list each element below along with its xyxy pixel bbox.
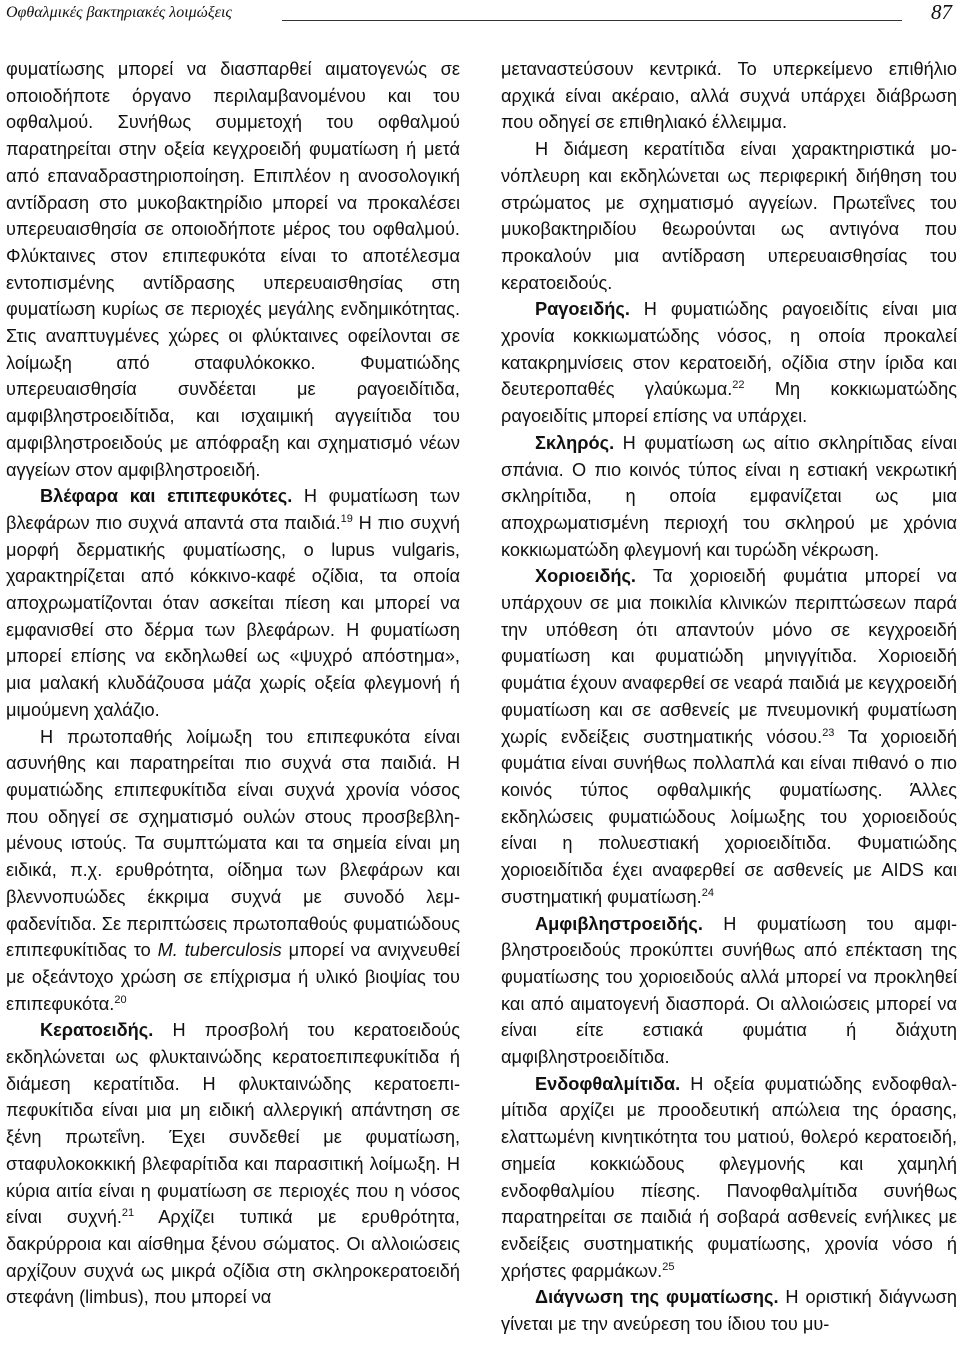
section-heading: Κερατοειδής. bbox=[40, 1020, 154, 1041]
page-number: 87 bbox=[931, 0, 952, 24]
paragraph: Χοριοειδής. Τα χοριοειδή φυμάτια μπορεί να υπάρχουν σε μια ποικιλία κλινικών περιπτώσεων παρά την υπόθεση ότι απαντούν μόνο σε κεγχροειδή φυματίωση και φυματιώδη μηνιγγίτιδα. Χοριοειδή φυμάτια έχουν αναφερθεί σε νεαρά παιδιά με κεγχροειδή φυματίωση και σε ασθενείς με πνευμονική φυματίωση χωρίς ενδείξεις συστηματικής νόσου.$^{23}$ Τα χοριοειδή φυμάτια είναι συνήθως πολλαπλά και είναι πιθανό ο πιο κοινός τύπος οφθαλμικής φυματίωσης. Άλλες εκδηλώσεις φυματιώδους λοίμωξης του χοριοειδούς είναι η πολυεστιακή χοριοειδίτιδα. Φυματιώδης χοριοειδίτιδα έχει αναφερθεί σε ασθενείς με AIDS και συστηματική φυματίωση.$^{24}$ bbox=[501, 566, 957, 907]
header-rule bbox=[282, 20, 902, 21]
paragraph: Ενδοφθαλμίτιδα. Η οξεία φυματιώδης ενδοφθαλμίτιδα αρχίζει με προοδευτική απώλεια της όρασης, ελαττωμένη κινητικότητα του ματιού, θολερό κερατοειδή, σημεία κοκκιώδους φλεγμονής και χαμηλή ενδοφθαλμίου πίεσης. Πανοφθαλμίτιδα συνήθως παρατηρείται σε παιδιά ή σοβαρά ασθενείς ενήλικες με ενδείξεις συστηματικής φυματίωσης, χρονία νόσο ή χρήστες φαρμάκων.$^{25}$ bbox=[501, 1073, 957, 1281]
reference-number: 25 bbox=[662, 1260, 675, 1273]
section-heading: Διάγνωση της φυματίωσης. bbox=[535, 1287, 779, 1308]
species-name: M. tuberculosis bbox=[157, 940, 282, 961]
section-heading: Αμφιβληστροειδής. bbox=[535, 913, 703, 934]
running-title: Οφθαλμικές βακτηριακές λοιμώξεις bbox=[6, 4, 232, 21]
paragraph: μεταναστεύσουν κεντρικά. Το υπερκείμενο επιθήλιο αρχικά είναι ακέραιο, αλλά συχνά υπάρχει διάβρωση που οδηγεί σε επιθηλιακό έλλειμμα. bbox=[501, 59, 957, 133]
paragraph: Αμφιβληστροειδής. Η φυματίωση του αμφιβληστροειδούς προκύπτει συνήθως από επέκταση της φυματίωσης του χοριοειδούς αλλά μπορεί να προκληθεί και από αιματογενή διασπορά. Οι αλλοιώσεις μπορεί να είναι είτε εστιακά φυμάτια ή διάχυτη αμφιβληστροειδίτιδα. bbox=[501, 913, 957, 1068]
reference-number: 22 bbox=[732, 379, 745, 392]
section-heading: Βλέφαρα και επιπεφυκότες. bbox=[40, 486, 293, 507]
page-header bbox=[6, 0, 956, 28]
paragraph: Κερατοειδής. Η προσβολή του κερατοειδούς εκδηλώνεται ως φλυκταινώδης κερατοεπιπεφυκίτιδα ή διάμεση κερατίτιδα. Η φλυκταινώδης κερατοεπιπεφυκίτιδα είναι μια μη ειδική αλλεργική απάντηση σε ξένη πρωτεΐνη. Έχει συνδεθεί με φυματίωση, σταφυλοκοκκική βλεφαρίτιδα και παρασιτική λοίμωξη. Η κύρια αιτία είναι η φυματίωση σε περιοχές που η νόσος είναι συχνή.$^{21}$ Αρχίζει τυπικά με ερυθρότητα, δακρύρροια και αίσθημα ξένου σώματος. Οι αλλοιώσεις αρχίζουν συχνά ως μικρά οζίδια στη σκληροκερατοειδή στεφάνη (limbus), που μπορεί να bbox=[6, 1020, 460, 1308]
section-heading: Χοριοειδής. bbox=[535, 566, 636, 587]
section-heading: Ενδοφθαλμίτιδα. bbox=[535, 1073, 681, 1094]
reference-number: 24 bbox=[701, 886, 714, 899]
paragraph: φυματίωσης μπορεί να διασπαρθεί αιματογενώς σε οποιοδήποτε όργανο περιλαμβανομένου και του οφθαλμού. Συνήθως συμμετοχή του οφθαλμού παρατηρείται στην οξεία κεγχροειδή φυματίωση ή μετά από επαναδραστηριοποίηση. Επιπλέον η ανοσολογική αντίδραση στο μυκοβακτηρίδιο μπορεί να προκαλέσει υπερευαισθησία σε οποιοδήποτε μέρος του οφθαλμού. Φλύκταινες στον επιπεφυκότα είναι το αποτέλεσμα εντοπισμένης αντίδρασης υπερευαισθησίας στη φυματίωση κυρίως σε περιοχές μεγάλης ενδημικότητας. Στις αναπτυγμένες χώρες οι φλύκταινες οφείλονται σε λοίμωξη από σταφυλόκοκκο. Φυματιώδης υπερευαισθησία συνδέεται με ραγοειδίτιδα, αμφιβληστροειδίτιδα, και ισχαιμική αγγειίτιδα του αμφιβληστροειδούς με απόφραξη και σχηματισμό νέων αγγείων στον αμφιβληστροειδή. bbox=[6, 59, 460, 480]
paragraph: Η πρωτοπαθής λοίμωξη του επιπεφυκότα είναι ασυνήθης και παρατηρείται πιο συχνά στα παιδιά. Η φυματιώδης επιπεφυκίτιδα είναι συχνά χρονία νόσος που οδηγεί σε σχηματισμό ουλών στους προσβεβλημένους ιστούς. Τα συμπτώματα και τα σημεία είναι μη ειδικά, π.χ. ερυθρότητα, οίδημα των βλεφάρων και βλεννοπυώδες έκκριμα συχνά με συνοδό λεμφαδενίτιδα. Σε περιπτώσεις πρωτοπαθούς φυματιώδους επιπεφυκίτιδας το M. tuberculosis μπορεί να ανιχνευθεί με οξεάντοχο χρώση σε επίχρισμα ή υλικό βιοψίας του επιπεφυκότα.$^{20}$ bbox=[6, 726, 460, 1014]
reference-number: 23 bbox=[822, 726, 835, 739]
section-heading: Ραγοειδής. bbox=[535, 299, 630, 320]
reference-number: 20 bbox=[114, 993, 127, 1006]
right-column bbox=[501, 56, 957, 1338]
section-heading: Σκληρός. bbox=[535, 432, 615, 453]
reference-number: 19 bbox=[340, 512, 353, 525]
paragraph: Διάγνωση της φυματίωσης. Η οριστική διάγνωση γίνεται με την ανεύρεση του ίδιου του μυ- bbox=[501, 1287, 957, 1335]
left-column bbox=[6, 56, 460, 1311]
paragraph: Ραγοειδής. Η φυματιώδης ραγοειδίτις είναι μια χρονία κοκκιωματώδης νόσος, η οποία προκαλεί κατακρημνίσεις στον κερατοειδή, οζίδια στην ίριδα και δευτεροπαθές γλαύκωμα.$^{22}$ Μη κοκκιωματώδης ραγοειδίτις μπορεί επίσης να υπάρχει. bbox=[501, 299, 957, 427]
paragraph: Η διάμεση κερατίτιδα είναι χαρακτηριστικά μονόπλευρη και εκδηλώνεται ως περιφερική διήθηση του στρώματος με σχηματισμό αγγείων. Πρωτεΐνες του μυκοβακτηριδίου θεωρούνται ως αντιγόνα που προκαλούν μια αντίδραση υπερευαισθησίας του κερατοειδούς. bbox=[501, 139, 957, 293]
paragraph: Σκληρός. Η φυματίωση ως αίτιο σκληρίτιδας είναι σπάνια. Ο πιο κοινός τύπος είναι η εστιακή νεκρωτική σκληρίτιδα, η οποία εμφανίζεται ως μια αποχρωματισμένη περιοχή του σκληρού με χρόνια κοκκιωματώδη φλεγμονή και τυρώδη νέκρωση. bbox=[501, 432, 957, 560]
paragraph: Βλέφαρα και επιπεφυκότες. Η φυματίωση των βλεφάρων πιο συχνά απαντά στα παιδιά.$^{19}$ Η πιο συχνή μορφή δερματικής φυματίωσης, ο lupus vulgaris, χαρακτηρίζεται από κόκκινο-καφέ οζίδια, τα οποία αποχρωματίζονται όταν ασκείται πίεση και μπορεί να εμφανισθεί στο δέρμα των βλεφάρων. Η φυματίωση μπορεί επίσης να εκδηλωθεί ως «ψυχρό απόστημα», μια μαλακή κλυδάζουσα μάζα χωρίς οξεία φλεγμονή ή μιμούμενη χαλάζιο. bbox=[6, 486, 460, 720]
reference-number: 21 bbox=[121, 1207, 135, 1220]
